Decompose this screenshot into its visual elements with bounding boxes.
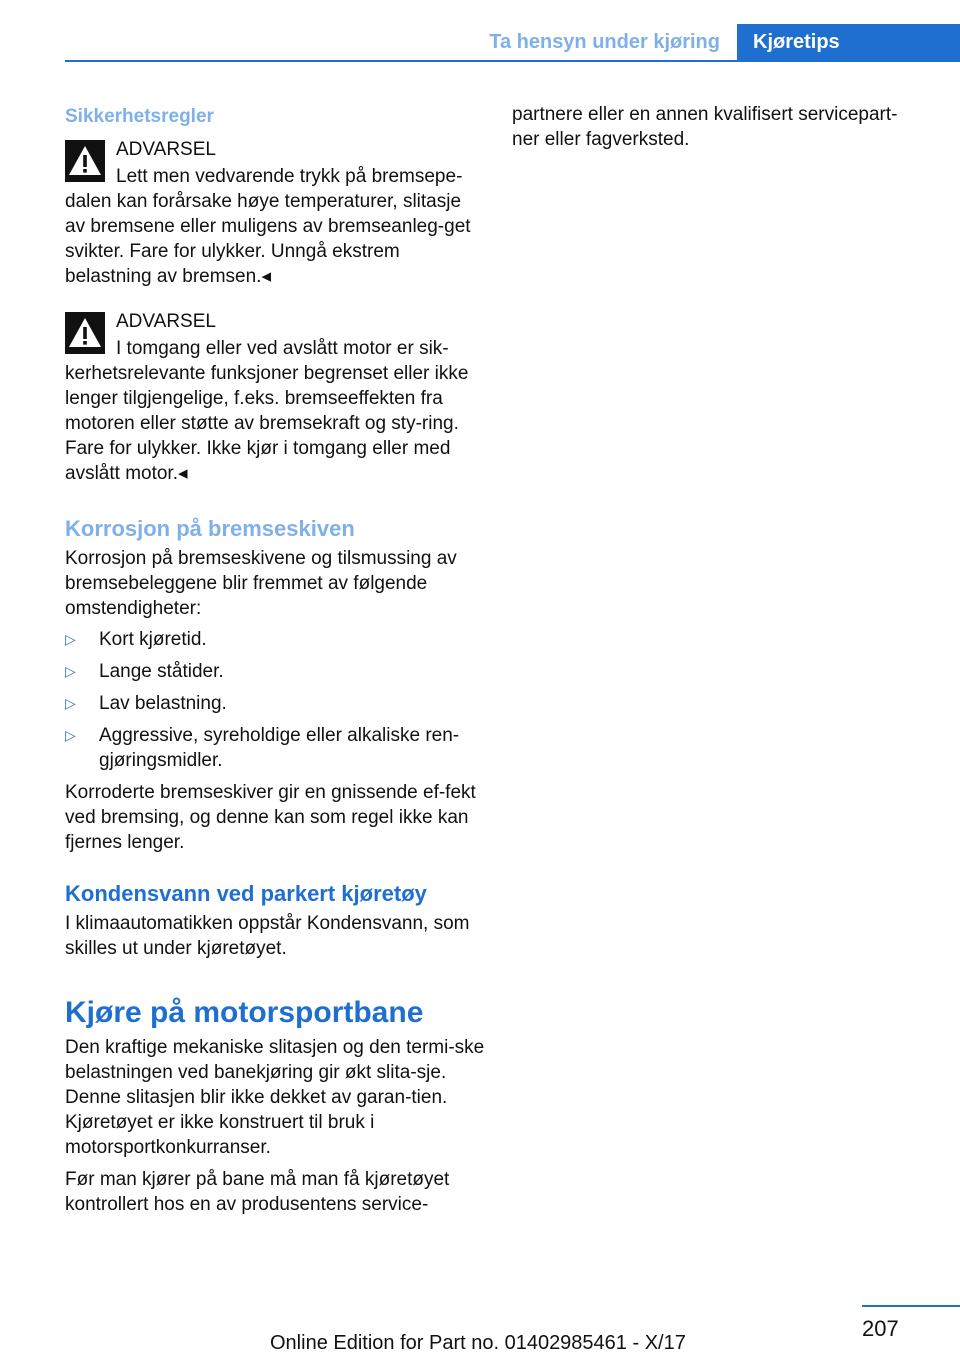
- triangle-bullet-icon: ▷: [65, 727, 76, 743]
- heading-corrosion: Korrosjon på bremseskiven: [65, 516, 355, 541]
- header-chapter-tab: [737, 24, 960, 62]
- left-column: [65, 100, 485, 1217]
- warning-text-first-line: I tomgang eller ved avslått motor er sik-: [116, 338, 449, 359]
- triangle-bullet-icon: ▷: [65, 663, 76, 679]
- corrosion-intro: Korrosjon på bremseskivene og tilsmussing av bremsebeleggene blir fremmet av følgende omstendigheter:: [65, 548, 457, 619]
- warning-text: dalen kan forårsake høye temperaturer, slitasje av bremsene eller muligens av bremseanleg-get svikter. Fare for ulykker. Unngå ekstrem belastning av bremsen.◂: [65, 191, 471, 287]
- page-number: 207: [862, 1316, 899, 1341]
- corrosion-list: [65, 627, 485, 773]
- warning-block-2: [65, 308, 485, 486]
- triangle-bullet-icon: ▷: [65, 631, 76, 647]
- track-paragraph-1: Den kraftige mekaniske slitasjen og den termi-ske belastningen ved banekjøring gir økt slita-sje. Denne slitasjen blir ikke dekket av garan-tien. Kjøretøyet er ikke konstruert til bruk i motorsportkonkurranser.: [65, 1037, 485, 1158]
- list-item: ▷ Aggressive, syreholdige eller alkaliske ren-gjøringsmidler.: [65, 725, 460, 771]
- list-item: ▷ Lav belastning.: [65, 693, 227, 714]
- right-column: [512, 100, 922, 152]
- header-chapter-label: Kjøretips: [753, 31, 840, 53]
- section-label-safety: Sikkerhetsregler: [65, 106, 214, 127]
- footer-divider: [862, 1305, 960, 1307]
- corrosion-outro: Korroderte bremseskiver gir en gnissende ef-fekt ved bremsing, og denne kan som regel ikke kan fjernes lenger.: [65, 782, 476, 853]
- header-section-title: Ta hensyn under kjøring: [489, 31, 720, 53]
- warning-triangle-icon: [65, 140, 105, 182]
- heading-condensation: Kondensvann ved parkert kjøretøy: [65, 881, 427, 906]
- list-item: ▷ Lange ståtider.: [65, 661, 224, 682]
- warning-triangle-icon: [65, 312, 105, 354]
- warning-text: kerhetsrelevante funksjoner begrenset eller ikke lenger tilgjengelige, f.eks. bremseeffekten fra motoren eller støtte av bremsekraft og sty-ring. Fare for ulykker. Ikke kjør i tomgang eller med avslått motor.◂: [65, 363, 469, 484]
- condensation-text: I klimaautomatikken oppstår Kondensvann, som skilles ut under kjøretøyet.: [65, 913, 470, 959]
- warning-label: ADVARSEL: [116, 139, 216, 160]
- warning-label: ADVARSEL: [116, 311, 216, 332]
- heading-track-driving: Kjøre på motorsportbane: [65, 996, 424, 1029]
- warning-block-1: [65, 136, 485, 289]
- list-item: ▷ Kort kjøretid.: [65, 629, 207, 650]
- footer-edition-text: Online Edition for Part no. 01402985461 - X/17: [270, 1332, 686, 1354]
- warning-text-first-line: Lett men vedvarende trykk på bremsepe-: [116, 166, 463, 187]
- track-paragraph-2: Før man kjører på bane må man få kjøretøyet kontrollert hos en av produsentens service-: [65, 1169, 450, 1215]
- triangle-bullet-icon: ▷: [65, 695, 76, 711]
- header-divider: [65, 60, 960, 62]
- track-paragraph-2-continuation: partnere eller en annen kvalifisert servicepart-ner eller fagverksted.: [512, 104, 898, 150]
